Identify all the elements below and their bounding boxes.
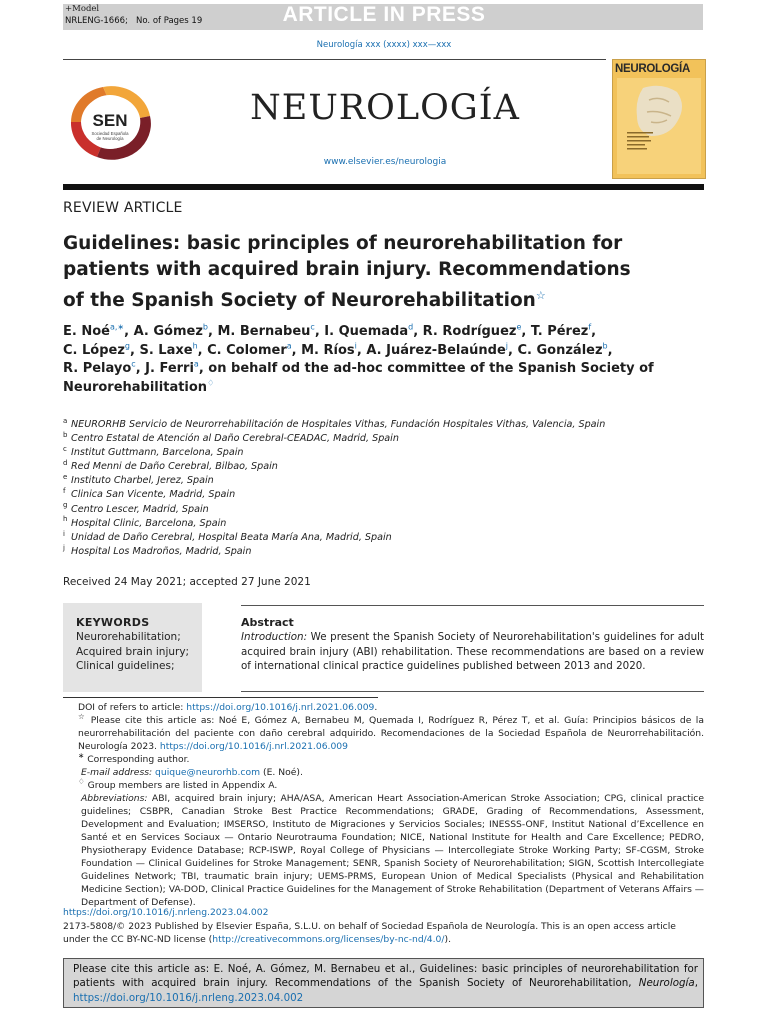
author: I. Quemada$^d$ [324,322,414,339]
keyword: Clinical guidelines; [76,660,175,672]
footnote-rule [63,697,378,698]
title-line-3-text: of the Spanish Society of Neurorehabilitation [63,290,536,312]
author: R. Pelayo$^c$ [63,359,136,376]
journal-cover-image [612,59,706,179]
footnote-email: E-mail address: quique@neurorhb.com (E. Noé). [81,767,303,778]
page-count: No. of Pages 19 [136,16,203,26]
affiliation: a NEURORHB Servicio de Neurorrehabilitación de Hospitales Vithas, Fundación Hospitales Vithas, Valencia, Spain [63,416,606,430]
affiliation-list [63,418,703,559]
footnotes [63,701,704,909]
journal-name: NEUROLOGÍA [250,88,520,128]
author-group: on behalf od the ad-hoc committee of the Spanish Society of [208,361,654,376]
affiliation: e Instituto Charbel, Jerez, Spain [63,473,214,487]
cover-art-icon [613,60,705,178]
affiliation: h Hospital Clinic, Barcelona, Spain [63,515,227,529]
sen-logo-acronym: SEN [92,111,128,130]
license-link[interactable]: http://creativecommons.org/licenses/by-nc-nd/4.0/ [212,934,445,945]
author: E. Noé$^{a,∗}$ [63,322,125,339]
received-dates: Received 24 May 2021; accepted 27 June 2021 [63,576,311,588]
copyright-notice: 2173-5808/© 2023 Published by Elsevier España, S.L.U. on behalf of Sociedad Española de Neurología. This is an open access article under the CC BY-NC-ND license (http://creativecommons.org/licenses/by-nc-nd/4.0/). [63,921,676,945]
sen-logo-line1: Sociedad Española [91,131,129,136]
abstract-heading: Abstract [241,616,294,629]
title-footnote-mark[interactable]: ☆ [535,289,546,302]
citation-text: Please cite this article as: E. Noé, A. Gómez, M. Bernabeu et al., Guidelines: basic principles of neurorehabilitation for patients with acquired brain injury. Recommendations of the Spanish Society of Neurorehabilitation, Neurología, https://doi.org/10.1016/j.nrleng.2023.04.002 [73,963,698,1004]
sen-logo-icon [63,82,158,162]
author-line-3: R. Pelayo$^c$, J. Ferri$^a$, on behalf od the ad-hoc committee of the Spanish Society of [63,359,654,376]
abstract-body: We present the Spanish Society of Neurorehabilitation's guidelines for adult acquired brain injury (ABI) rehabilitation. These recommendations are based on a review of international clinical practice guidelines published between 2013 and 2020. [241,631,705,672]
affiliation: b Centro Estatal de Atención al Daño Cerebral-CEADAC, Madrid, Spain [63,430,399,445]
article-in-press-banner: ARTICLE IN PRESS [282,3,486,26]
abstract-text [241,630,704,674]
keyword: Neurorehabilitation; [76,631,181,643]
footnote-corresponding: ∗ Corresponding author. [78,750,190,765]
doi-refers-link[interactable]: https://doi.org/10.1016/j.nrl.2021.06.009 [186,702,375,713]
header-top-rule [63,59,606,60]
title-line-1: Guidelines: basic principles of neurorehabilitation for [63,233,623,254]
author-line-1: E. Noé$^{a,∗}$, A. Gómez$^b$, M. Bernabeu$^c$, I. Quemada$^d$, R. Rodríguez$^e$, T. Pérez$^f$, [63,322,597,339]
article-type: REVIEW ARTICLE [63,200,183,216]
keywords-list [76,630,189,674]
article-doi-link[interactable]: https://doi.org/10.1016/j.nrleng.2023.04.002 [63,907,269,918]
group-footnote-mark[interactable]: ♢ [207,378,215,388]
abstract-bottom-rule [241,691,704,692]
author-list [63,323,703,397]
journal-citation-link[interactable]: Neurología xxx (xxxx) xxx—xxx [316,40,452,50]
cover-title: NEUROLOGÍA [615,63,690,75]
author: C. López$^g$ [63,341,130,358]
model-label: +Model [65,4,100,14]
keyword: Acquired brain injury; [76,645,190,658]
footnote-doi-refers: DOI of refers to article: https://doi.org/10.1016/j.nrl.2021.06.009. [78,702,378,713]
author: S. Laxe$^h$ [139,341,198,358]
affiliation: c Institut Guttmann, Barcelona, Spain [63,445,244,459]
title-line-3 [63,283,683,314]
keywords-heading: KEYWORDS [76,616,150,629]
affiliation: i Unidad de Daño Cerebral, Hospital Beata María Ana, Madrid, Spain [63,529,392,543]
title-line-2: patients with acquired brain injury. Recommendations [63,259,631,280]
affiliation: d Red Menni de Daño Cerebral, Bilbao, Spain [63,459,278,473]
journal-url-link[interactable]: www.elsevier.es/neurologia [323,157,447,167]
footnote-please-cite: ☆ Please cite this article as: Noé E, Gómez A, Bernabeu M, Quemada I, Rodríguez R, Pérez T, et al. Guía: Principios básicos de la neurorrehabilitación del paciente con daño cerebral adquirido. Recomendaciones de la Sociedad Española de Neurorrehabilitación. Neurología 2023. https://doi.org/10.1016/j.nrl.2021.06.009 [78,711,704,752]
author: M. Bernabeu$^c$ [217,322,315,339]
article-title [63,231,683,314]
affiliation: g Centro Lescer, Madrid, Spain [63,501,209,515]
footnote-group: ♢ Group members are listed in Appendix A. [78,776,278,791]
abstract-section-label: Introduction: [241,631,308,643]
affiliation: j Hospital Los Madroños, Madrid, Spain [63,543,252,557]
email-link[interactable]: quique@neurorhb.com [155,767,261,778]
author-line-4 [63,379,703,398]
author: C. González$^b$ [517,341,608,358]
author: R. Rodríguez$^e$ [422,322,522,339]
sen-logo [63,82,158,162]
author-group-end: Neurorehabilitation [63,379,208,395]
manuscript-id: NRLENG-1666; [65,16,128,26]
affiliation: f Clinica San Vicente, Madrid, Spain [63,487,236,501]
please-cite-link[interactable]: https://doi.org/10.1016/j.nrl.2021.06.009 [159,741,348,752]
author-line-2: C. López$^g$, S. Laxe$^h$, C. Colomer$^a$, M. Ríos$^i$, A. Juárez-Belaúnde$^j$, C. González$^b$, [63,341,613,358]
header-bottom-rule [63,184,704,190]
author: A. Gómez$^b$ [133,322,208,339]
author: J. Ferri$^a$ [145,359,199,376]
abstract-top-rule [241,605,704,606]
author: C. Colomer$^a$ [207,341,292,358]
footnote-abbreviations: Abbreviations: ABI, acquired brain injury; AHA/ASA, American Heart Association-American Stroke Association; CPG, clinical practice guidelines; CSBPR, Canadian Stroke Best Practice Recommendations; GRADE, Grading of Recommendations, Assessment, Development and Evaluation; IMSERSO, Instituto de Migraciones y Servicios Sociales; INESSS-ONF, Institut National d’Excellence en Santé et en Services Sociaux — Ontario Neurotrauma Foundation; NICE, National Institute for Health and Care Excellence; PEDRO, Physiotherapy Evidence Database; RCP-ISWP, Royal College of Physicians — Intercollegiate Stroke Working Party; SF-CGSM, Stroke Foundation — Clinical Guidelines for Stroke Management; SENR, Spanish Society of Neurorehabilitation; SIGN, Scottish Intercollegiate Guidelines Network; TBI, traumatic brain injury; UEMS-PRMS, European Union of Medical Specialists (Physical and Rehabilitation Medicine Section); VA-DOD, Clinical Practice Guidelines for the Management of Stroke Rehabilitation (Department of Veterans Affairs — Department of Defense). [81,793,704,908]
author: M. Ríos$^i$ [301,341,357,358]
sen-logo-line2: de Neurología [96,136,124,141]
author: A. Juárez-Belaúnde$^j$ [366,341,509,358]
citation-doi-link[interactable]: https://doi.org/10.1016/j.nrleng.2023.04.002 [73,991,304,1004]
author: T. Pérez$^f$ [530,322,592,339]
